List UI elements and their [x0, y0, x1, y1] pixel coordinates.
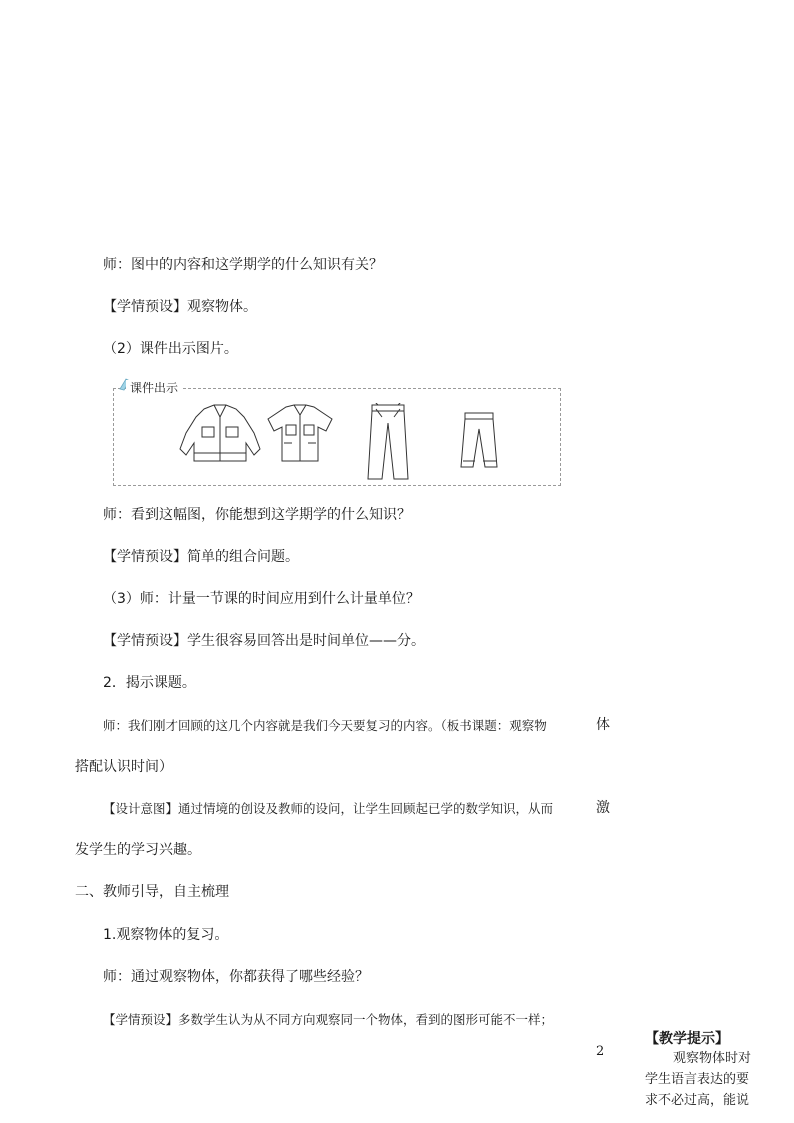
paragraph-observe-review: 1.观察物体的复习。	[103, 927, 229, 943]
paragraph-preset-3: 【学情预设】学生很容易回答出是时间单位——分。	[103, 633, 425, 649]
paragraph-teacher-question-2: 师：看到这幅图，你能想到这学期学的什么知识？	[103, 507, 411, 523]
paragraph-step-3: （3）师：计量一节课的时间应用到什么计量单位？	[103, 591, 420, 607]
section-heading-2: 二、教师引导，自主梳理	[75, 884, 229, 900]
courseware-figure	[113, 381, 561, 486]
paragraph-step-2: （2）课件出示图片。	[103, 341, 238, 357]
paragraph-preset-1: 【学情预设】观察物体。	[103, 299, 257, 315]
paragraph-design-intent-line1: 【设计意图】通过情境的创设及教师的设问，让学生回顾起已学的数学知识，从而	[103, 801, 554, 816]
teaching-tip-sidebar	[645, 1030, 765, 1111]
paragraph-preset-2: 【学情预设】简单的组合问题。	[103, 549, 299, 565]
paragraph-teacher-question-1: 师：图中的内容和这学期学的什么知识有关？	[103, 257, 383, 273]
shirt-icon	[264, 403, 336, 465]
paragraph-design-intent-line1-end: 激	[596, 800, 610, 816]
paragraph-board-title-line2: 搭配认识时间）	[75, 759, 173, 775]
teaching-tip-line: 观察物体时对	[673, 1051, 752, 1066]
teaching-tip-line: 学生语言表达的要	[645, 1072, 750, 1087]
short-trousers-icon	[459, 411, 499, 471]
page-number: 2	[596, 1044, 605, 1059]
teaching-tip-title: 【教学提示】	[645, 1031, 729, 1047]
paragraph-board-title-line1-end: 体	[596, 717, 610, 733]
paragraph-design-intent-line2: 发学生的学习兴趣。	[75, 842, 201, 858]
figure-label: 课件出示	[126, 380, 182, 396]
long-trousers-icon	[364, 403, 412, 483]
paragraph-reveal-topic: 2．揭示课题。	[103, 675, 196, 691]
jacket-icon	[174, 403, 266, 465]
paragraph-teacher-question-3: 师：通过观察物体，你都获得了哪些经验？	[103, 969, 369, 985]
paragraph-board-title-line1: 师：我们刚才回顾的这几个内容就是我们今天要复习的内容。（板书课题：观察物	[103, 718, 547, 733]
teaching-tip-line: 求不必过高，能说	[645, 1093, 750, 1108]
paragraph-preset-4: 【学情预设】多数学生认为从不同方向观察同一个物体，看到的图形可能不一样；	[103, 1012, 554, 1027]
